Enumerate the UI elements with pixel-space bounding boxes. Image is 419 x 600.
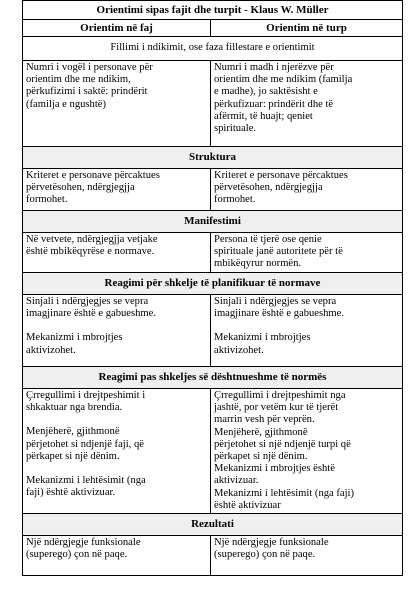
column-header-guilt: Orientim në faj: [23, 20, 211, 37]
shame-planned-cell: [211, 295, 403, 367]
shame-result-text: Një ndërgjegje funksionale (superego) çon në paqe.: [214, 537, 329, 561]
shame-planned-defense: Mekanizmi i mbrojtjes aktivizohet.: [214, 332, 311, 356]
shame-failed-cell: [211, 389, 403, 514]
section-header-planned-violation: Reagimi për shkelje të planifikuar të normave: [23, 273, 403, 295]
column-header-shame: Orientim në turp: [211, 20, 403, 37]
table-title: Orientimi sipas fajit dhe turpit - Klaus W. Müller: [23, 1, 403, 20]
shame-structure-cell: [211, 169, 403, 211]
guilt-failed-feeling: Menjëherë, gjithmonë përjetohet si ndjenjë faji, që përkapet si një dënim.: [26, 426, 144, 462]
shame-failed-text: Çrregullimi i drejtpeshimit nga jashtë, por vetëm kur të tjerët marrin vesh për veprën. Menjëherë, gjithmonë përjetohet si një ndjenjë turpi që përkapet si një dënim. Mekanizmi i mbrojtjes është aktivizuar. Mekanizmi i lehtësimit (nga faji) është aktivizuar: [214, 390, 355, 511]
shame-structure-text: Kriteret e personave përcaktues përvetësohen, ndërgjegjja formohet.: [214, 170, 348, 206]
guilt-failed-imbalance: Çrregullimi i drejtpeshimit i shkaktuar nga brendia.: [26, 390, 146, 414]
guilt-planned-cell: [23, 295, 211, 367]
guilt-manifest-text: Në vetvete, ndërgjegjja vetjake është mbikëqyrëse e normave.: [26, 234, 158, 258]
shame-manifest-text: Persona të tjerë ose qenie spirituale janë autoritete për të mbikëqyrur normën.: [214, 234, 343, 270]
guilt-structure-cell: [23, 169, 211, 211]
shame-manifest-cell: [211, 233, 403, 273]
shame-influence-text: Numri i madh i njerëzve për orientim dhe me ndikim (familja e madhe), jo saktësisht e përkufizuar: prindërit dhe të afërmit, të huajt; qeniet spirituale.: [214, 62, 353, 135]
intro-row: Fillimi i ndikimit, ose faza fillestare e orientimit: [23, 37, 403, 61]
guilt-result-cell: [23, 536, 211, 576]
section-header-failed-violation: Reagimi pas shkeljes së dështnueshme të normës: [23, 367, 403, 389]
guilt-result-text: Një ndërgjegje funksionale (superego) çon në paqe.: [26, 537, 141, 561]
section-header-result: Rezultati: [23, 514, 403, 536]
guilt-planned-defense: Mekanizmi i mbrojtjes aktivizohet.: [26, 332, 123, 356]
shame-influence-cell: [211, 61, 403, 147]
comparison-table: [22, 0, 403, 576]
guilt-manifest-cell: [23, 233, 211, 273]
guilt-influence-cell: [23, 61, 211, 147]
guilt-failed-relief: Mekanizmi i lehtësimit (nga faji) është aktivizuar.: [26, 475, 146, 499]
guilt-influence-text: Numri i vogël i personave për orientim dhe me ndikim, përkufizimi i saktë: prindërit (familja e ngushtë): [26, 62, 153, 110]
guilt-failed-cell: [23, 389, 211, 514]
guilt-structure-text: Kriteret e personave përcaktues përvetësohen, ndërgjegjja formohet.: [26, 170, 160, 206]
section-header-manifest: Manifestimi: [23, 211, 403, 233]
shame-planned-signal: Sinjali i ndërgjegjes se vepra imagjinare është e gabueshme.: [214, 296, 345, 320]
guilt-planned-signal: Sinjali i ndërgjegjes se vepra imagjinare është e gabueshme.: [26, 296, 157, 320]
shame-result-cell: [211, 536, 403, 576]
section-header-structure: Struktura: [23, 147, 403, 169]
